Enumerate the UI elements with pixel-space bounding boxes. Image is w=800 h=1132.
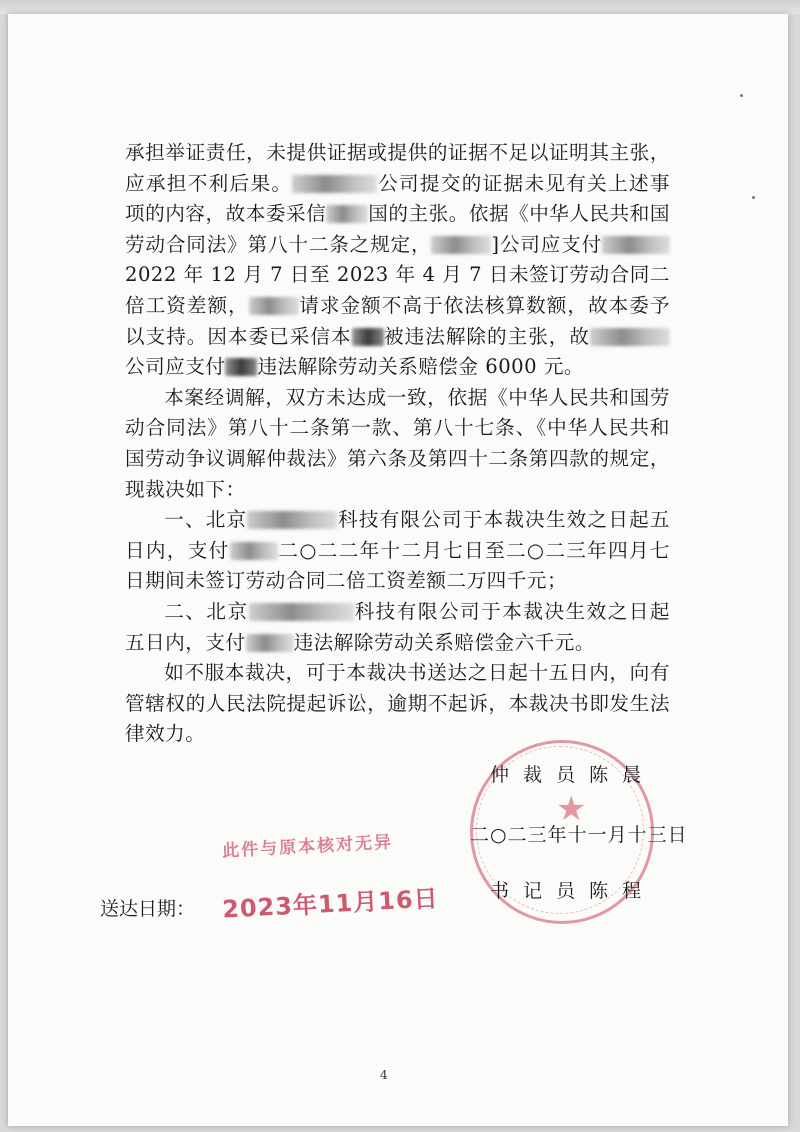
text-segment: 本案经调解，双方未达成一致，依据《中华人民共和国劳动合同法》第八十二条第一款、第八十七条、《中华人民共和国劳动争议调解仲裁法》第六条及第四十二条第四款的规定，现裁决如下：	[125, 385, 670, 501]
paragraph	[125, 597, 670, 658]
text-segment: 公司应支付	[125, 355, 226, 379]
scan-speck	[752, 196, 755, 199]
award-body	[125, 138, 670, 750]
redacted-text	[352, 328, 384, 346]
text-segment: ]公司应支付	[491, 232, 602, 256]
redacted-text	[590, 328, 670, 346]
text-segment: 一、北京	[164, 508, 248, 532]
text-segment: 二、北京	[164, 599, 249, 623]
redacted-text	[602, 236, 670, 254]
delivery-date-stamp: 2023年11月16日	[221, 884, 440, 924]
text-segment: 违法解除劳动关系赔偿金 6000 元。	[257, 355, 585, 379]
clerk-signature: 书 记 员 陈 程	[490, 880, 646, 902]
redacted-text	[225, 358, 257, 376]
redacted-text	[249, 297, 299, 315]
scan-edge	[0, 0, 800, 14]
award-date: 二○二三年十一月十三日	[470, 824, 688, 846]
redacted-text	[431, 236, 491, 254]
paragraph	[125, 383, 670, 505]
text-segment: 二○二二年十二月七日至二○二三年四月七日期间未签订劳动合同二倍工资差额二万四千元；	[125, 538, 671, 593]
redacted-text	[249, 603, 354, 621]
scan-speck	[740, 94, 743, 97]
text-segment: 如不服本裁决，可于本裁决书送达之日起十五日内，向有管辖权的人民法院提起诉讼，逾期不起诉，本裁决书即发生法律效力。	[125, 661, 670, 746]
redacted-text	[247, 511, 337, 529]
arbitrator-signature: 仲 裁 员 陈 晨	[490, 764, 646, 786]
page-number: 4	[380, 1068, 388, 1082]
paragraph	[125, 505, 670, 597]
text-segment: 违法解除劳动关系赔偿金六千元。	[293, 630, 595, 654]
seal-star-icon: ★	[556, 789, 587, 829]
redacted-text	[326, 205, 368, 223]
text-segment: 国的主张。依据《中华人民共和国劳动合同法》第八十二条之规定，	[125, 202, 671, 256]
redacted-text	[246, 634, 294, 652]
text-segment: 请求金额不高于依法核算数额，故本委予以支持。因本委已采信本	[125, 293, 670, 348]
text-segment: 被违法解除的主张，故	[383, 324, 590, 348]
delivery-date-label: 送达日期：	[100, 898, 196, 920]
redacted-text	[230, 542, 278, 560]
paragraph	[125, 658, 670, 750]
text-segment: 科技有限公司于本裁决生效之日起五日内，支付	[125, 508, 671, 562]
text-segment: 公司提交的证据未见有关上述事项的内容，故本委采信	[125, 171, 671, 226]
copy-verification-stamp: 此件与原本核对无异	[221, 832, 394, 862]
redacted-text	[292, 175, 377, 193]
text-segment: 2022 年 12 月 7 日至 2023 年 4 月 7 日未签订劳动合同二倍工资差额，	[125, 263, 670, 317]
paragraph	[125, 138, 670, 383]
text-segment: 承担举证责任，未提供证据或提供的证据不足以证明其主张，应承担不利后果。	[125, 141, 670, 195]
text-segment: 科技有限公司于本裁决生效之日起五日内，支付	[125, 599, 671, 654]
